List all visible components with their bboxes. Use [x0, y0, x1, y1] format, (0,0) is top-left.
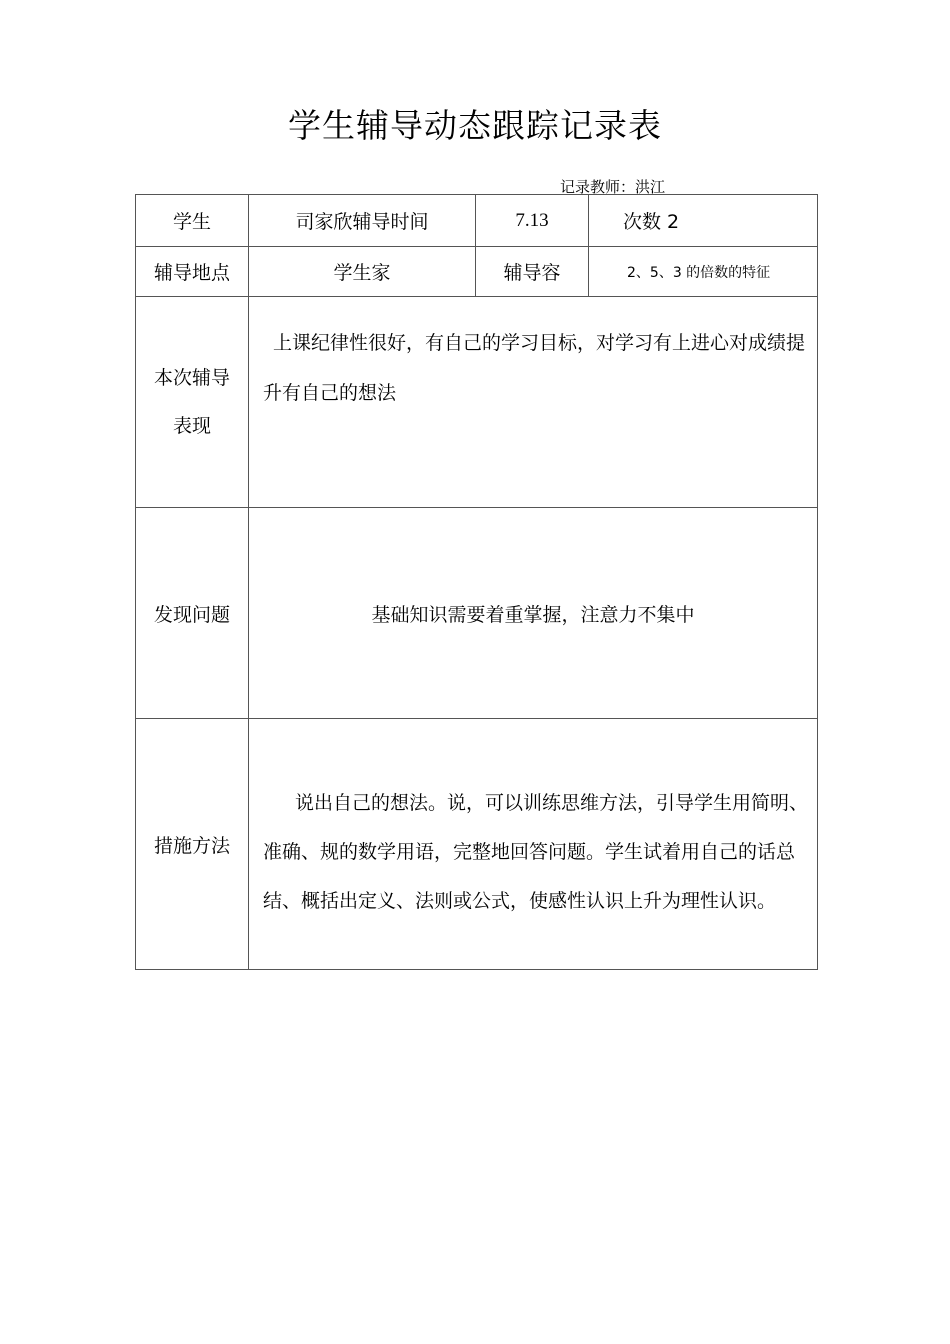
location-value: 学生家 — [249, 247, 476, 297]
student-name-time-label: 司家欣辅导时间 — [249, 195, 476, 247]
measures-text: 说出自己的想法。说，可以训练思维方法，引导学生用简明、准确、规的数学用语，完整地回答问题。学生试着用自己的话总结、概括出定义、法则或公式，使感性认识上升为理性认识。 — [263, 792, 809, 912]
table-row-problems — [136, 508, 818, 719]
performance-label — [136, 297, 249, 508]
measures-cell — [249, 719, 818, 970]
table-row-student — [136, 195, 818, 247]
table-row-location — [136, 247, 818, 297]
measures-label: 措施方法 — [136, 719, 249, 970]
record-table — [135, 194, 818, 970]
problems-text: 基础知识需要着重掌握，注意力不集中 — [249, 508, 818, 719]
performance-text: 上课纪律性很好，有自己的学习目标，对学习有上进心对成绩提升有自己的想法 — [263, 332, 806, 404]
performance-label-line1: 本次辅导 — [153, 367, 230, 389]
teacher-label: 记录教师： — [560, 178, 636, 196]
location-label: 辅导地点 — [136, 247, 249, 297]
student-label: 学生 — [136, 195, 249, 247]
time-value: 7.13 — [476, 195, 589, 247]
problems-label: 发现问题 — [136, 508, 249, 719]
table-row-measures — [136, 719, 818, 970]
performance-label-line2: 表现 — [172, 415, 211, 437]
table-row-performance — [136, 297, 818, 508]
page-title: 学生辅导动态跟踪记录表 — [288, 106, 662, 145]
count-value: 次数 2 — [589, 195, 818, 247]
content-label: 辅导容 — [476, 247, 589, 297]
teacher-name: 洪江 — [635, 178, 666, 196]
content-value: 2、5、3 的倍数的特征 — [589, 247, 818, 297]
performance-cell — [249, 297, 818, 508]
